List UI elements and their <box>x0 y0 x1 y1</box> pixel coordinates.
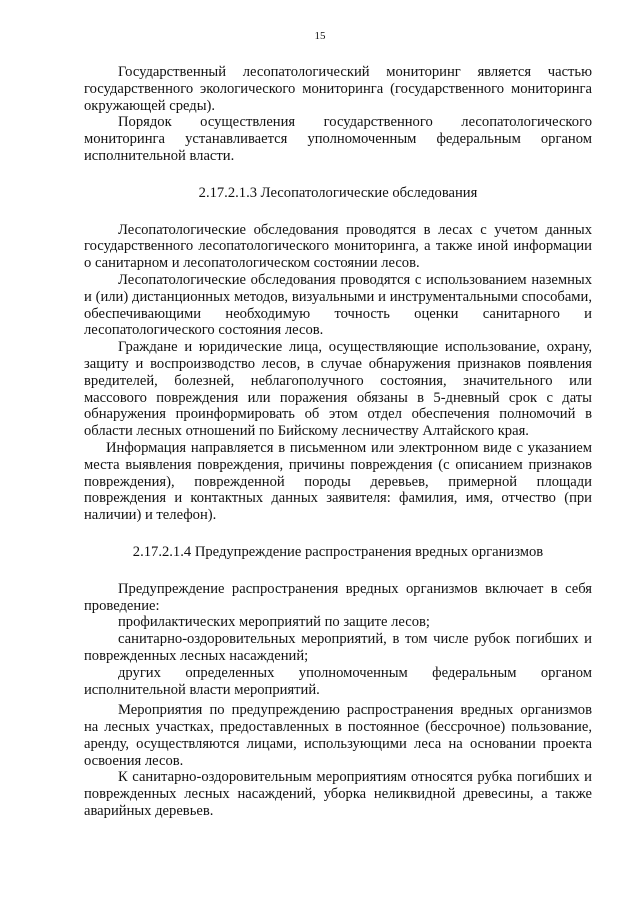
section-heading: 2.17.2.1.4 Предупреждение распространения вредных организмов <box>132 543 544 560</box>
list-item: санитарно-оздоровительных мероприятий, в том числе рубок погибших и поврежденных лесных насаждений; <box>84 631 592 664</box>
paragraph: Порядок осуществления государственного лесопатологического мониторинга устанавливается уполномоченным федеральным органом исполнительной власти. <box>84 114 592 164</box>
list-item: профилактических мероприятий по защите лесов; <box>118 614 430 631</box>
list-item: других определенных уполномоченным федеральным органом исполнительной власти мероприятий. <box>84 664 592 698</box>
paragraph: Мероприятия по предупреждению распространения вредных организмов на лесных участках, предоставленных в постоянное (бессрочное) пользование, аренду, осуществляются лицами, использующими леса на основании проекта освоения лесов. <box>84 702 592 769</box>
paragraph: Предупреждение распространения вредных организмов включает в себя проведение: <box>84 580 592 614</box>
paragraph: Лесопатологические обследования проводятся в лесах с учетом данных государственного лесопатологического мониторинга, а также иной информации о санитарном и лесопатологическом состоянии лесов. <box>84 221 592 272</box>
paragraph: Граждане и юридические лица, осуществляющие использование, охрану, защиту и воспроизводство лесов, в случае обнаружения признаков появления вредителей, болезней, неблагополучного состояния, значительного или массового повреждения или поражения обязаны в 5-дневный срок с даты обнаружения проинформировать об этом отдел обеспечения полномочий в области лесных отношений по Бийскому лесничеству Алтайского края. <box>84 339 592 440</box>
paragraph: Лесопатологические обследования проводятся с использованием наземных и (или) дистанционных методов, визуальными и инструментальными способами, обеспечивающими необходимую точность оценки санитарного и лесопатологического состояния лесов. <box>84 271 592 339</box>
page-number: 15 <box>314 30 326 42</box>
section-heading: 2.17.2.1.3 Лесопатологические обследования <box>198 184 478 201</box>
document-body <box>84 64 592 820</box>
paragraph: Государственный лесопатологический мониторинг является частью государственного экологического мониторинга (государственного мониторинга окружающей среды). <box>84 64 592 114</box>
paragraph: К санитарно-оздоровительным мероприятиям относятся рубка погибших и поврежденных лесных насаждений, уборка неликвидной древесины, а также аварийных деревьев. <box>84 769 592 820</box>
paragraph: Информация направляется в письменном или электронном виде с указанием места выявления повреждения, причины повреждения (с описанием признаков повреждения), поврежденной породы деревьев, примерной площади повреждения и контактных данных заявителя: фамилия, имя, отчество (при наличии) и телефон). <box>84 439 592 524</box>
